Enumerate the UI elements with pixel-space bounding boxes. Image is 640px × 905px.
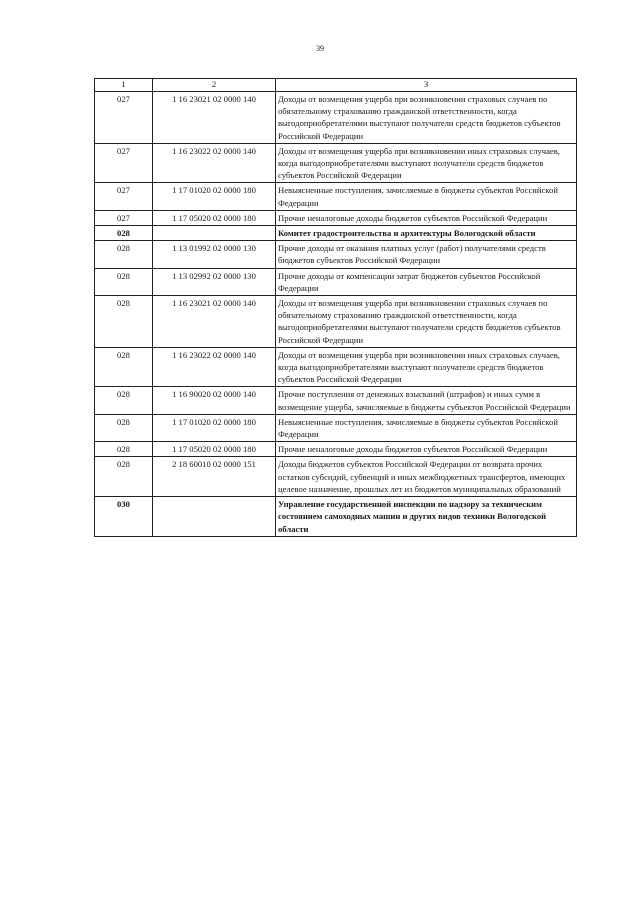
revenue-classification-table xyxy=(94,78,577,537)
description-cell: Прочие неналоговые доходы бюджетов субъектов Российской Федерации xyxy=(276,442,577,457)
table-header-row xyxy=(95,79,577,92)
revenue-code-cell: 2 18 60010 02 0000 151 xyxy=(153,457,276,497)
revenue-code-cell: 1 13 02992 02 0000 130 xyxy=(153,268,276,295)
description-cell: Доходы от возмещения ущерба при возникновении страховых случаев по обязательному страхованию гражданской ответственности, когда выгодоприобретателями выступают получатели средств бюджетов субъектов Российской Федерации xyxy=(276,92,577,144)
column-header-2: 2 xyxy=(153,79,276,92)
table-row xyxy=(95,143,577,183)
table-row xyxy=(95,442,577,457)
revenue-code-cell: 1 17 01020 02 0000 180 xyxy=(153,183,276,210)
admin-code-cell: 028 xyxy=(95,226,153,241)
description-cell: Доходы от возмещения ущерба при возникновении страховых случаев по обязательному страхованию гражданской ответственности, когда выгодоприобретателями выступают получатели средств бюджетов субъектов Российской Федерации xyxy=(276,296,577,348)
column-header-3: 3 xyxy=(276,79,577,92)
revenue-code-cell: 1 16 23021 02 0000 140 xyxy=(153,296,276,348)
description-cell: Прочие поступления от денежных взысканий (штрафов) и иных сумм в возмещение ущерба, зачисляемые в бюджеты субъектов Российской Федерации xyxy=(276,387,577,414)
revenue-code-cell: 1 17 05020 02 0000 180 xyxy=(153,210,276,225)
admin-code-cell: 028 xyxy=(95,296,153,348)
description-cell: Прочие доходы от компенсации затрат бюджетов субъектов Российской Федерации xyxy=(276,268,577,295)
admin-code-cell: 027 xyxy=(95,183,153,210)
description-cell: Прочие доходы от оказания платных услуг (работ) получателями средств бюджетов субъектов Российской Федерации xyxy=(276,241,577,268)
table-body xyxy=(95,92,577,537)
description-cell: Доходы бюджетов субъектов Российской Федерации от возврата прочих остатков субсидий, субвенций и иных межбюджетных трансфертов, имеющих целевое назначение, прошлых лет из бюджетов муниципальных образований xyxy=(276,457,577,497)
description-cell: Доходы от возмещения ущерба при возникновении иных страховых случаев, когда выгодоприобретателями выступают получатели средств бюджетов субъектов Российской Федерации xyxy=(276,347,577,387)
revenue-code-cell: 1 17 01020 02 0000 180 xyxy=(153,414,276,441)
table-row xyxy=(95,268,577,295)
table-row xyxy=(95,183,577,210)
admin-code-cell: 027 xyxy=(95,143,153,183)
revenue-code-cell: 1 16 90020 02 0000 140 xyxy=(153,387,276,414)
admin-code-cell: 028 xyxy=(95,387,153,414)
description-cell: Комитет градостроительства и архитектуры Вологодской области xyxy=(276,226,577,241)
table-section-row xyxy=(95,497,577,537)
table-row xyxy=(95,241,577,268)
admin-code-cell: 028 xyxy=(95,442,153,457)
revenue-code-cell xyxy=(153,497,276,537)
description-cell: Невыясненные поступления, зачисляемые в бюджеты субъектов Российской Федерации xyxy=(276,414,577,441)
revenue-code-cell: 1 13 01992 02 0000 130 xyxy=(153,241,276,268)
table-row xyxy=(95,296,577,348)
description-cell: Прочие неналоговые доходы бюджетов субъектов Российской Федерации xyxy=(276,210,577,225)
table-section-row xyxy=(95,226,577,241)
admin-code-cell: 028 xyxy=(95,457,153,497)
revenue-code-cell: 1 16 23022 02 0000 140 xyxy=(153,143,276,183)
table-row xyxy=(95,457,577,497)
revenue-code-cell: 1 16 23022 02 0000 140 xyxy=(153,347,276,387)
admin-code-cell: 028 xyxy=(95,347,153,387)
column-header-1: 1 xyxy=(95,79,153,92)
admin-code-cell: 028 xyxy=(95,268,153,295)
description-cell: Невыясненные поступления, зачисляемые в бюджеты субъектов Российской Федерации xyxy=(276,183,577,210)
table-row xyxy=(95,347,577,387)
admin-code-cell: 028 xyxy=(95,241,153,268)
description-cell: Доходы от возмещения ущерба при возникновении иных страховых случаев, когда выгодоприобретателями выступают получатели средств бюджетов субъектов Российской Федерации xyxy=(276,143,577,183)
revenue-code-cell: 1 17 05020 02 0000 180 xyxy=(153,442,276,457)
admin-code-cell: 027 xyxy=(95,210,153,225)
table-row xyxy=(95,414,577,441)
admin-code-cell: 027 xyxy=(95,92,153,144)
revenue-code-cell: 1 16 23021 02 0000 140 xyxy=(153,92,276,144)
page-number: 39 xyxy=(316,44,324,53)
table-row xyxy=(95,210,577,225)
table-row xyxy=(95,387,577,414)
description-cell: Управление государственной инспекции по надзору за техническим состоянием самоходных машин и других видов техники Вологодской области xyxy=(276,497,577,537)
table-row xyxy=(95,92,577,144)
admin-code-cell: 028 xyxy=(95,414,153,441)
admin-code-cell: 030 xyxy=(95,497,153,537)
revenue-code-cell xyxy=(153,226,276,241)
